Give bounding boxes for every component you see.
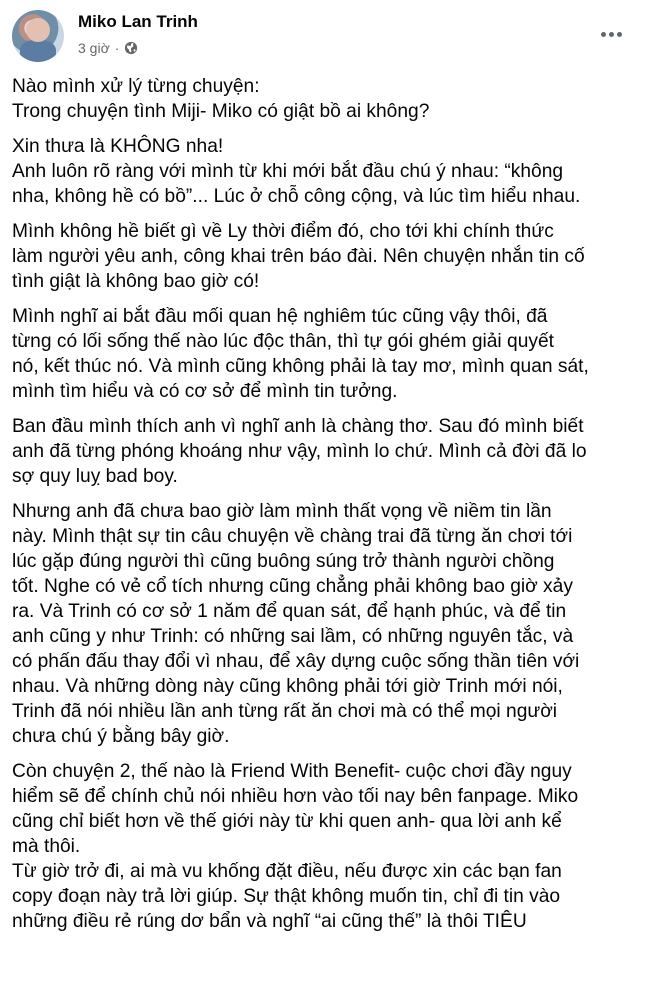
text-line: này. Mình thật sự tin câu chuyện về chàng trai đã từng ăn chơi tới — [12, 526, 573, 547]
text-line: mà thôi. — [12, 836, 81, 857]
post-header — [12, 10, 638, 62]
text-line: Anh luôn rõ ràng với mình từ khi mới bắt đầu chú ý nhau: “không — [12, 161, 564, 182]
avatar[interactable] — [12, 10, 64, 62]
text-line: mình tìm hiểu và có cơ sở để mình tin tưởng. — [12, 381, 398, 402]
text-line: Xin thưa là KHÔNG nha! — [12, 136, 224, 157]
text-line: Còn chuyện 2, thế nào là Friend With Benefit- cuộc chơi đầy nguy — [12, 761, 572, 782]
post-text — [12, 74, 638, 934]
text-line: chưa chú ý bằng bây giờ. — [12, 726, 230, 747]
text-line: tình giật là không bao giờ có! — [12, 271, 260, 292]
text-line: hiểm sẽ để chính chủ nói nhiều hơn vào tối nay bên fanpage. Miko — [12, 786, 579, 807]
text-line: ra. Và Trinh có cơ sở 1 năm để quan sát, để hạnh phúc, và để tin — [12, 601, 567, 622]
text-line: Mình nghĩ ai bắt đầu mối quan hệ nghiêm túc cũng vậy thôi, đã — [12, 306, 548, 327]
text-line: tốt. Nghe có vẻ cổ tích nhưng cũng chẳng phải không bao giờ xảy — [12, 576, 573, 597]
globe-icon[interactable] — [124, 41, 138, 55]
post-meta — [78, 40, 138, 56]
text-line: Nhưng anh đã chưa bao giờ làm mình thất vọng về niềm tin lần — [12, 501, 552, 522]
post-paragraph — [12, 219, 638, 294]
post-paragraph — [12, 499, 638, 749]
text-line: anh đã từng phóng khoáng như vậy, mình lo chứ. Mình cả đời đã lo — [12, 441, 587, 462]
text-line: copy đoạn này trả lời giúp. Sự thật không muốn tin, chỉ đi tin vào — [12, 886, 561, 907]
author-name[interactable]: Miko Lan Trinh — [78, 12, 198, 31]
text-line: nhau. Và những dòng này cũng không phải tới giờ Trinh mới nói, — [12, 676, 563, 697]
text-line: Ban đầu mình thích anh vì nghĩ anh là chàng thơ. Sau đó mình biết — [12, 416, 584, 437]
text-line: sợ quy luỵ bad boy. — [12, 466, 178, 487]
more-options-button[interactable] — [596, 22, 626, 46]
text-line: cũng chỉ biết hơn về thế giới này từ khi quen anh- qua lời anh kể — [12, 811, 562, 832]
post-paragraph — [12, 74, 638, 124]
post-time[interactable]: 3 giờ — [78, 40, 110, 56]
text-line: Từ giờ trở đi, ai mà vu khống đặt điều, nếu được xin các bạn fan — [12, 861, 562, 882]
text-line: Trong chuyện tình Miji- Miko có giật bồ ai không? — [12, 101, 430, 122]
post-paragraph — [12, 304, 638, 404]
text-line: Mình không hề biết gì về Ly thời điểm đó, cho tới khi chính thức — [12, 221, 554, 242]
text-line: Trinh đã nói nhiều lần anh từng rất ăn chơi mà có thể mọi người — [12, 701, 558, 722]
meta-separator: · — [114, 40, 120, 56]
text-line: những điều rẻ rúng dơ bẩn và nghĩ “ai cũng thế” là thôi TIÊU — [12, 911, 527, 932]
text-line: có phấn đấu thay đổi vì nhau, để xây dựng cuộc sống thần tiên với — [12, 651, 580, 672]
more-horizontal-icon — [601, 32, 606, 37]
text-line: làm người yêu anh, công khai trên báo đài. Nên chuyện nhắn tin cố — [12, 246, 585, 267]
post-paragraph — [12, 759, 638, 934]
text-line: anh cũng y như Trinh: có những sai lầm, có những nguyên tắc, và — [12, 626, 574, 647]
text-line: nha, không hề có bồ”... Lúc ở chỗ công cộng, và lúc tìm hiểu nhau. — [12, 186, 581, 207]
post-paragraph — [12, 134, 638, 209]
text-line: từng có lối sống thế nào lúc độc thân, thì tự gói ghém giải quyết — [12, 331, 554, 352]
post-paragraph — [12, 414, 638, 489]
text-line: Nào mình xử lý từng chuyện: — [12, 76, 260, 97]
text-line: lúc gặp đúng người thì cũng buông súng trở thành người chồng — [12, 551, 555, 572]
text-line: nó, kết thúc nó. Và mình cũng không phải là tay mơ, mình quan sát, — [12, 356, 589, 377]
